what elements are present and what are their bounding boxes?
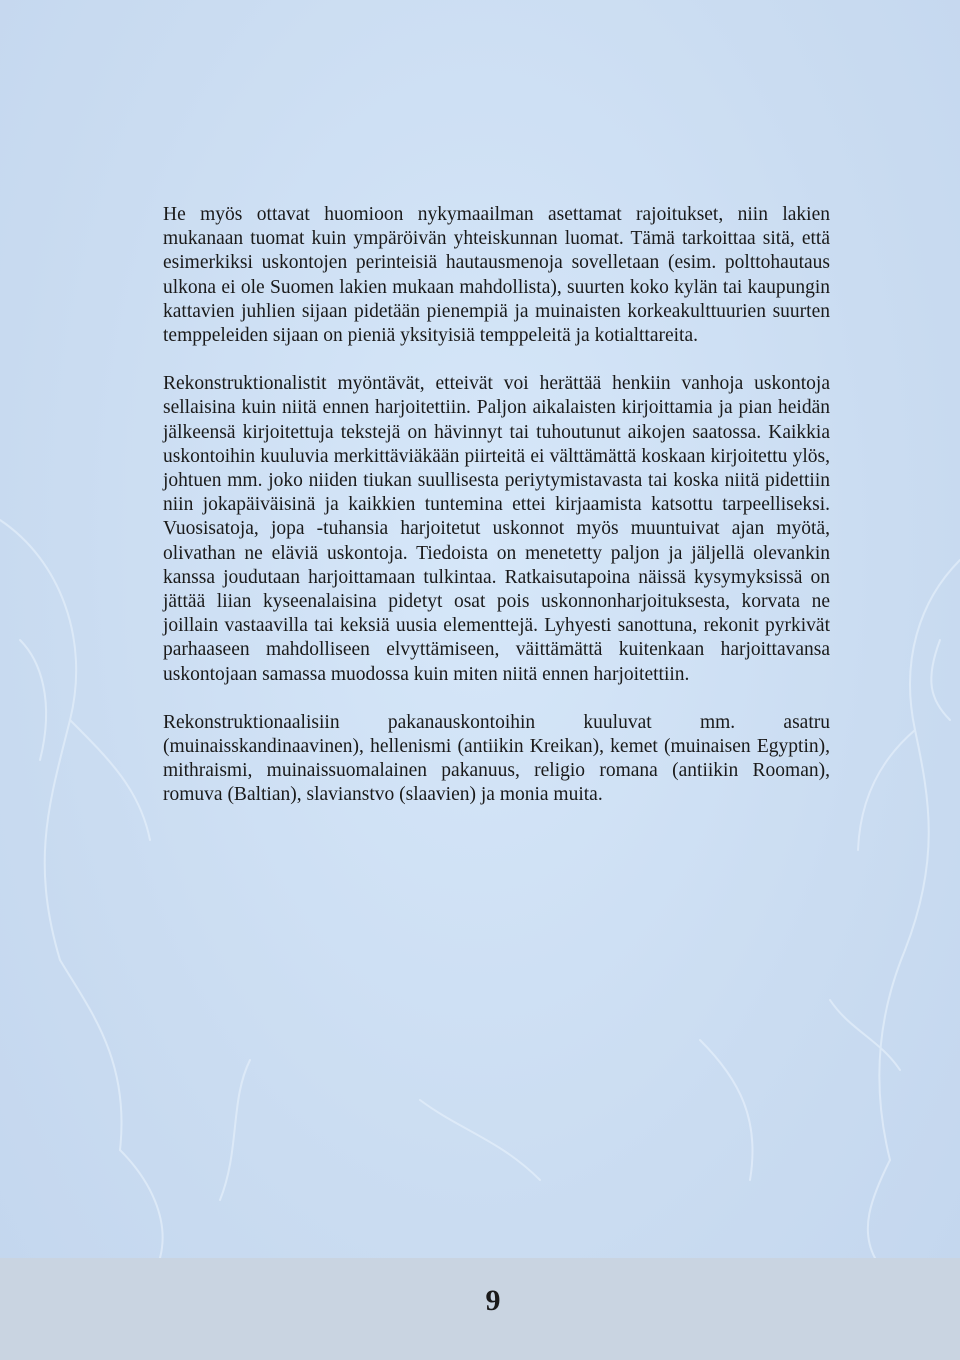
paragraph-2: Rekonstruktionalistit myöntävät, etteivät voi herättää henkiin vanhoja uskontoja sellaisina kuin niitä ennen harjoitettiin. Paljon aikalaisten kirjoittamia ja pian heidän jälkeensä kirjoitettuja tekstejä on hävinnyt tai tuhoutunut aikojen saatossa. Kaikkia uskontoihin kuuluvia merkittäviäkään piirteitä ei välttämättä koskaan kirjoitettu ylös, johtuen mm. joko niiden tiukan suullisesta periytymistavasta tai koska niitä pidettiin niin jokapäiväisinä ja kaikkien tuntemina ettei kirjaamista katsottu tarpeelliseksi. Vuosisatoja, jopa -tuhansia harjoitetut uskonnot myös muuntuivat ajan myötä, olivathan ne eläviä uskontoja. Tiedoista on menetetty paljon ja jäljellä olevankin kanssa joudutaan harjoittamaan tulkintaa. Ratkaisutapoina näissä kysymyksissä on jättää liian kyseenalaisina pidetyt osat pois uskonnonharjoituksesta, korvata ne joillain vastaavilla tai keksiä uusia elementtejä. Lyhyesti sanottuna, rekonit pyrkivät parhaaseen mahdolliseen elvyttämiseen, väittämättä kuitenkaan harjoittavansa uskontojaan samassa muodossa kuin miten niitä ennen harjoitettiin. [163, 373, 830, 685]
page-number: 9 [485, 1284, 501, 1317]
paragraph-1: He myös ottavat huomioon nykymaailman asettamat rajoitukset, niin lakien mukanaan tuomat kuin ympäröivän yhteiskunnan luomat. Tämä tarkoittaa sitä, että esimerkiksi uskontojen perinteisiä hautausmenoja sovelletaan (esim. polttohautaus ulkona ei ole Suomen lakien mukaan mahdollista), suurten koko kylän tai kaupungin kattavien juhlien sijaan pidetään pienempiä ja muinaisten korkeakulttuurien suurten temppeleiden sijaan on pieniä yksityisiä temppeleitä ja kotialttareita. [163, 204, 830, 347]
paragraph-3: Rekonstruktionaalisiin pakanauskontoihin kuuluvat mm. asatru (muinaisskandinaavinen), hellenismi (antiikin Kreikan), kemet (muinaisen Egyptin), mithraismi, muinaissuomalainen pakanuus, religio romana (antiikin Rooman), romuva (Baltian), slavianstvo (slaavien) ja monia muita. [163, 711, 830, 806]
body-text [163, 203, 830, 808]
